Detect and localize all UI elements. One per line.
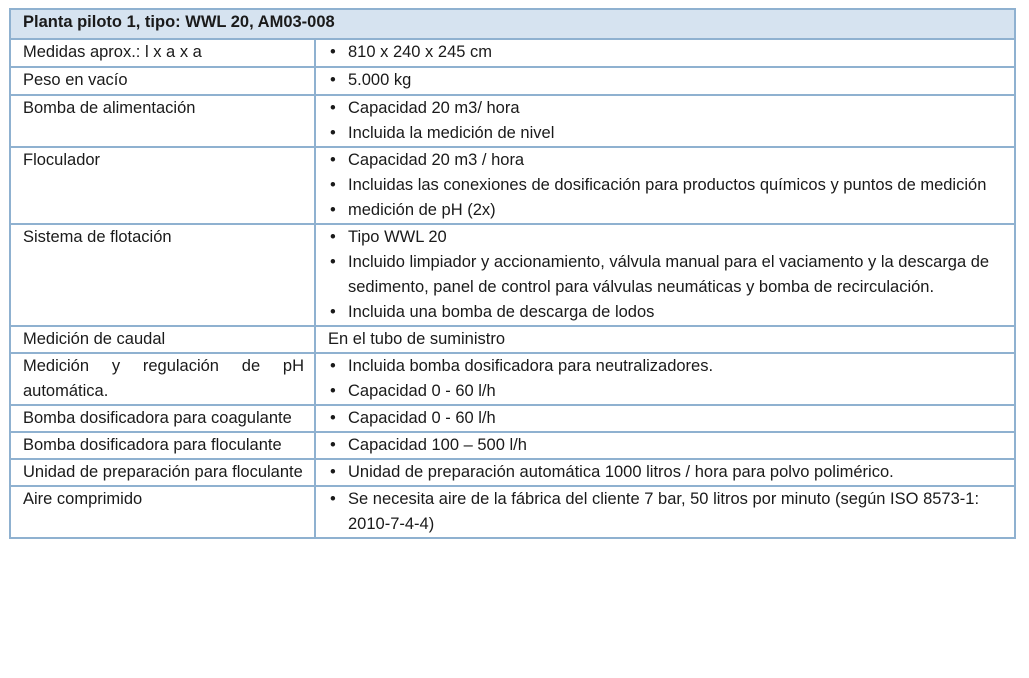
table-row xyxy=(10,147,1015,224)
row-label-bomba-floculante: Bomba dosificadora para floculante xyxy=(10,432,315,459)
table-title: Planta piloto 1, tipo: WWL 20, AM03-008 xyxy=(10,9,1015,39)
list-item: • Tipo WWL 20 xyxy=(328,225,1004,250)
bullet-icon: • xyxy=(330,382,336,400)
row-label-medidas: Medidas aprox.: l x a x a xyxy=(10,39,315,67)
table-row xyxy=(10,95,1015,147)
row-value-unidad-preparacion xyxy=(315,459,1015,486)
table-row xyxy=(10,459,1015,486)
row-label-medicion-caudal: Medición de caudal xyxy=(10,326,315,353)
table-row xyxy=(10,39,1015,67)
bullet-icon: • xyxy=(330,303,336,321)
list-item: • 5.000 kg xyxy=(328,68,1004,93)
list-item: • Incluido limpiador y accionamiento, válvula manual para el vaciamento y la descarga de sedimento, panel de control para válvulas neumáticas y bomba de recirculación. xyxy=(328,250,1004,300)
row-label-bomba-alimentacion: Bomba de alimentación xyxy=(10,95,315,147)
list-item: • Capacidad 0 - 60 l/h xyxy=(328,379,1004,404)
table-row xyxy=(10,405,1015,432)
bullet-icon: • xyxy=(330,490,336,508)
row-value-sistema-flotacion xyxy=(315,224,1015,326)
row-label-sistema-flotacion: Sistema de flotación xyxy=(10,224,315,326)
row-label-unidad-preparacion: Unidad de preparación para floculante xyxy=(10,459,315,486)
row-label-floculador: Floculador xyxy=(10,147,315,224)
list-item: • Capacidad 0 - 60 l/h xyxy=(328,406,1004,431)
bullet-icon: • xyxy=(330,43,336,61)
list-item: • Incluida la medición de nivel xyxy=(328,121,1004,146)
list-item: • Incluidas las conexiones de dosificación para productos químicos y puntos de medición xyxy=(328,173,1004,198)
spec-table-wrapper xyxy=(9,8,1016,539)
row-value-medicion-caudal: En el tubo de suministro xyxy=(315,326,1015,353)
list-item: • Se necesita aire de la fábrica del cliente 7 bar, 50 litros por minuto (según ISO 8573-1: 2010-7-4-4) xyxy=(328,487,1004,537)
row-value-regulacion-ph xyxy=(315,353,1015,405)
bullet-icon: • xyxy=(330,176,336,194)
table-row xyxy=(10,432,1015,459)
list-item: • medición de pH (2x) xyxy=(328,198,1004,223)
row-value-floculador xyxy=(315,147,1015,224)
list-item: • Incluida una bomba de descarga de lodos xyxy=(328,300,1004,325)
list-item: • Capacidad 20 m3/ hora xyxy=(328,96,1004,121)
row-label-bomba-coagulante: Bomba dosificadora para coagulante xyxy=(10,405,315,432)
bullet-icon: • xyxy=(330,253,336,271)
list-item: • Incluida bomba dosificadora para neutralizadores. xyxy=(328,354,1004,379)
spec-table xyxy=(9,8,1016,539)
table-header-row xyxy=(10,9,1015,39)
row-label-aire-comprimido: Aire comprimido xyxy=(10,486,315,538)
table-row xyxy=(10,224,1015,326)
table-row xyxy=(10,486,1015,538)
row-value-bomba-floculante xyxy=(315,432,1015,459)
list-item: • Unidad de preparación automática 1000 litros / hora para polvo polimérico. xyxy=(328,460,1004,485)
bullet-icon: • xyxy=(330,71,336,89)
bullet-icon: • xyxy=(330,99,336,117)
row-value-bomba-coagulante xyxy=(315,405,1015,432)
row-value-bomba-alimentacion xyxy=(315,95,1015,147)
bullet-icon: • xyxy=(330,124,336,142)
list-item: • Capacidad 20 m3 / hora xyxy=(328,148,1004,173)
bullet-icon: • xyxy=(330,463,336,481)
list-item: • 810 x 240 x 245 cm xyxy=(328,40,1004,65)
list-item: • Capacidad 100 – 500 l/h xyxy=(328,433,1004,458)
bullet-icon: • xyxy=(330,201,336,219)
row-label-regulacion-ph: Medición y regulación de pH automática. xyxy=(10,353,315,405)
bullet-icon: • xyxy=(330,151,336,169)
bullet-icon: • xyxy=(330,409,336,427)
row-label-peso: Peso en vacío xyxy=(10,67,315,95)
row-value-aire-comprimido xyxy=(315,486,1015,538)
bullet-icon: • xyxy=(330,228,336,246)
bullet-icon: • xyxy=(330,357,336,375)
bullet-icon: • xyxy=(330,436,336,454)
table-row xyxy=(10,353,1015,405)
table-row xyxy=(10,67,1015,95)
row-value-peso xyxy=(315,67,1015,95)
row-value-medidas xyxy=(315,39,1015,67)
table-row xyxy=(10,326,1015,353)
